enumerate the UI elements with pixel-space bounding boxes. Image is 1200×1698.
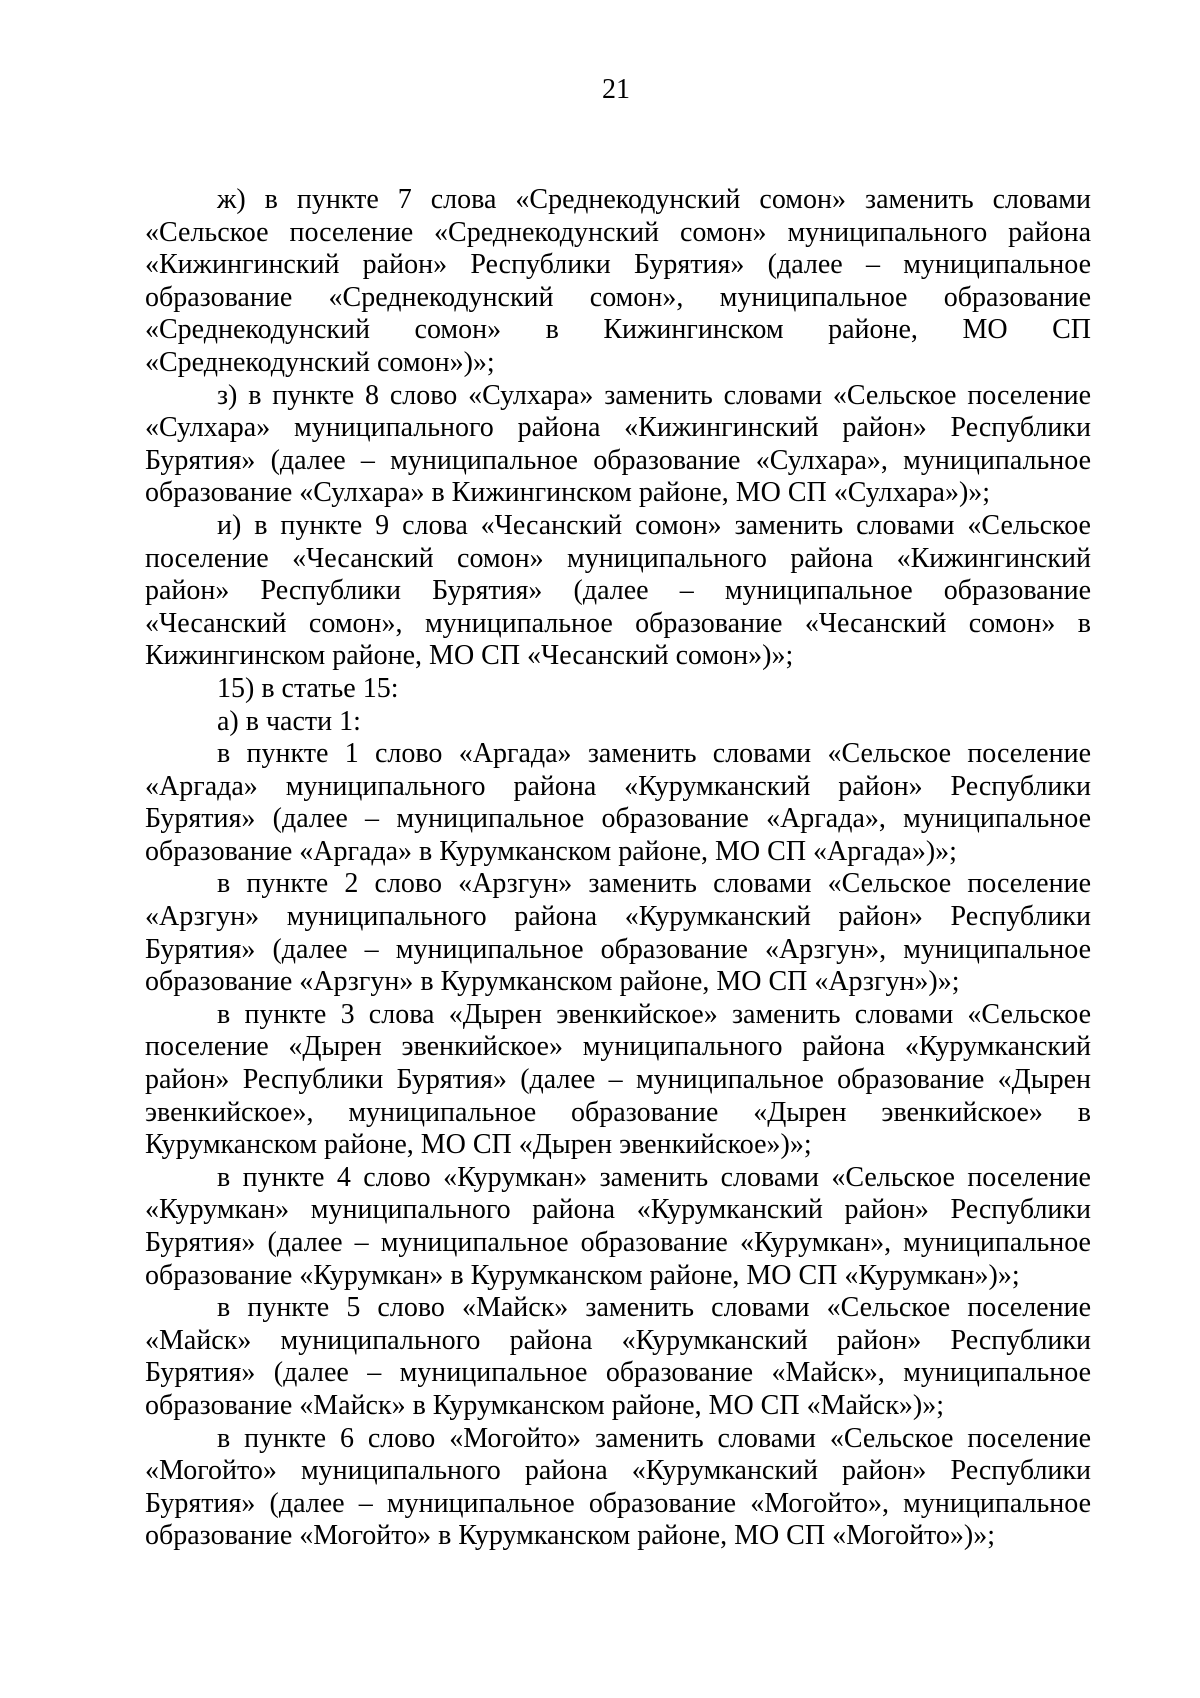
paragraph-point-3: в пункте 3 слова «Дырен эвенкийское» заменить словами «Сельское поселение «Дырен эвенкийское» муниципального района «Курумканский район» Республики Бурятия» (далее – муниципальное образование «Дырен эвенкийское», муниципальное образование «Дырен эвенкийское» в Курумканском районе, МО СП «Дырен эвенкийское»)»; xyxy=(145,998,1091,1161)
paragraph-article-15: 15) в статье 15: xyxy=(217,672,399,704)
paragraph-point-4: в пункте 4 слово «Курумкан» заменить словами «Сельское поселение «Курумкан» муниципального района «Курумканский район» Республики Бурятия» (далее – муниципальное образование «Курумкан», муниципальное образование «Курумкан» в Курумканском районе, МО СП «Курумкан»)»; xyxy=(145,1161,1091,1291)
paragraph-part-1: а) в части 1: xyxy=(217,705,361,737)
paragraph-item-i: и) в пункте 9 слова «Чесанский сомон» заменить словами «Сельское поселение «Чесанский сомон» муниципального района «Кижингинский район» Республики Бурятия» (далее – муниципальное образование «Чесанский сомон», муниципальное образование «Чесанский сомон» в Кижингинском районе, МО СП «Чесанский сомон»)»; xyxy=(145,509,1091,672)
paragraph-item-z: з) в пункте 8 слово «Сулхара» заменить словами «Сельское поселение «Сулхара» муниципального района «Кижингинский район» Республики Бурятия» (далее – муниципальное образование «Сулхара», муниципальное образование «Сулхара» в Кижингинском районе, МО СП «Сулхара»)»; xyxy=(145,379,1091,509)
paragraph-point-5: в пункте 5 слово «Майск» заменить словами «Сельское поселение «Майск» муниципального района «Курумканский район» Республики Бурятия» (далее – муниципальное образование «Майск», муниципальное образование «Майск» в Курумканском районе, МО СП «Майск»)»; xyxy=(145,1292,1091,1421)
page-number: 21 xyxy=(602,74,630,105)
paragraph-point-6: в пункте 6 слово «Могойто» заменить словами «Сельское поселение «Могойто» муниципального района «Курумканский район» Республики Бурятия» (далее – муниципальное образование «Могойто», муниципальное образование «Могойто» в Курумканском районе, МО СП «Могойто»)»; xyxy=(145,1422,1091,1552)
paragraph-point-1: в пункте 1 слово «Аргада» заменить словами «Сельское поселение «Аргада» муниципального района «Курумканский район» Республики Бурятия» (далее – муниципальное образование «Аргада», муниципальное образование «Аргада» в Курумканском районе, МО СП «Аргада»)»; xyxy=(145,738,1091,867)
paragraph-point-2: в пункте 2 слово «Арзгун» заменить словами «Сельское поселение «Арзгун» муниципального района «Курумканский район» Республики Бурятия» (далее – муниципальное образование «Арзгун», муниципальное образование «Арзгун» в Курумканском районе, МО СП «Арзгун»)»; xyxy=(145,868,1091,998)
paragraph-item-zh: ж) в пункте 7 слова «Среднекодунский сомон» заменить словами «Сельское поселение «Среднекодунский сомон» муниципального района «Кижингинский район» Республики Бурятия» (далее – муниципальное образование «Среднекодунский сомон», муниципальное образование «Среднекодунский сомон» в Кижингинском районе, МО СП «Среднекодунский сомон»)»; xyxy=(145,184,1091,378)
document-body xyxy=(145,184,1091,1553)
